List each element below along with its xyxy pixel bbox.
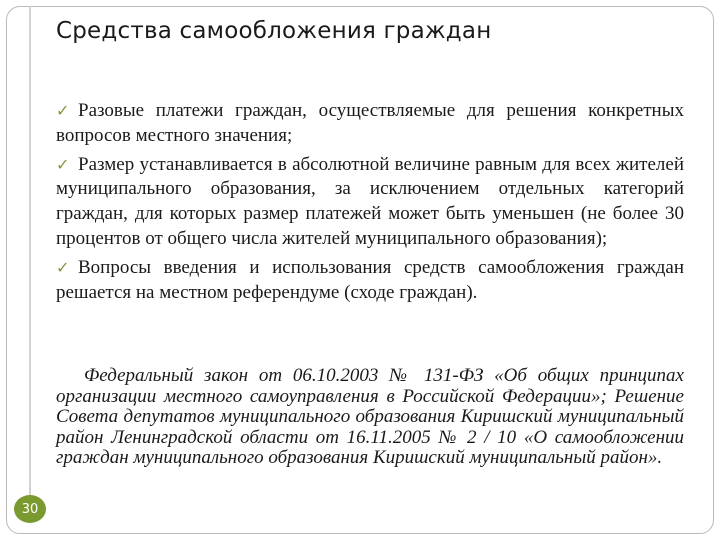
bullet-item: [56, 153, 684, 252]
bullet-text: Вопросы введения и использования средств самообложения граждан решается на местном референдуме (сходе граждан).: [56, 256, 684, 303]
bullet-item: [56, 99, 684, 149]
bullet-text: Размер устанавливается в абсолютной величине равным для всех жителей муниципального образования, за исключением отдельных категорий граждан, для которых размер платежей может быть уменьшен (не более 30 процентов от общего числа жителей муниципального образования);: [56, 153, 684, 249]
legal-citation: Федеральный закон от 06.10.2003 № 131-ФЗ «Об общих принципах организации местного самоуправления в Российской Федерации»; Решение Совета депутатов муниципального образования Киришский муниципальный район Ленинградской области от 16.11.2005 № 2 / 10 «О самообложении граждан муниципального образования Киришский муниципальный район».: [56, 365, 684, 468]
frame-divider-line: [29, 6, 31, 496]
checkmark-icon: ✓: [56, 257, 70, 277]
bullet-list: [56, 99, 684, 309]
bullet-text: Разовые платежи граждан, осуществляемые для решения конкретных вопросов местного значения;: [56, 100, 684, 146]
slide-title: Средства самообложения граждан: [56, 18, 492, 44]
bullet-item: [56, 256, 684, 306]
page-number-badge: 30: [14, 495, 46, 523]
checkmark-icon: ✓: [56, 154, 70, 174]
checkmark-icon: ✓: [56, 101, 70, 120]
